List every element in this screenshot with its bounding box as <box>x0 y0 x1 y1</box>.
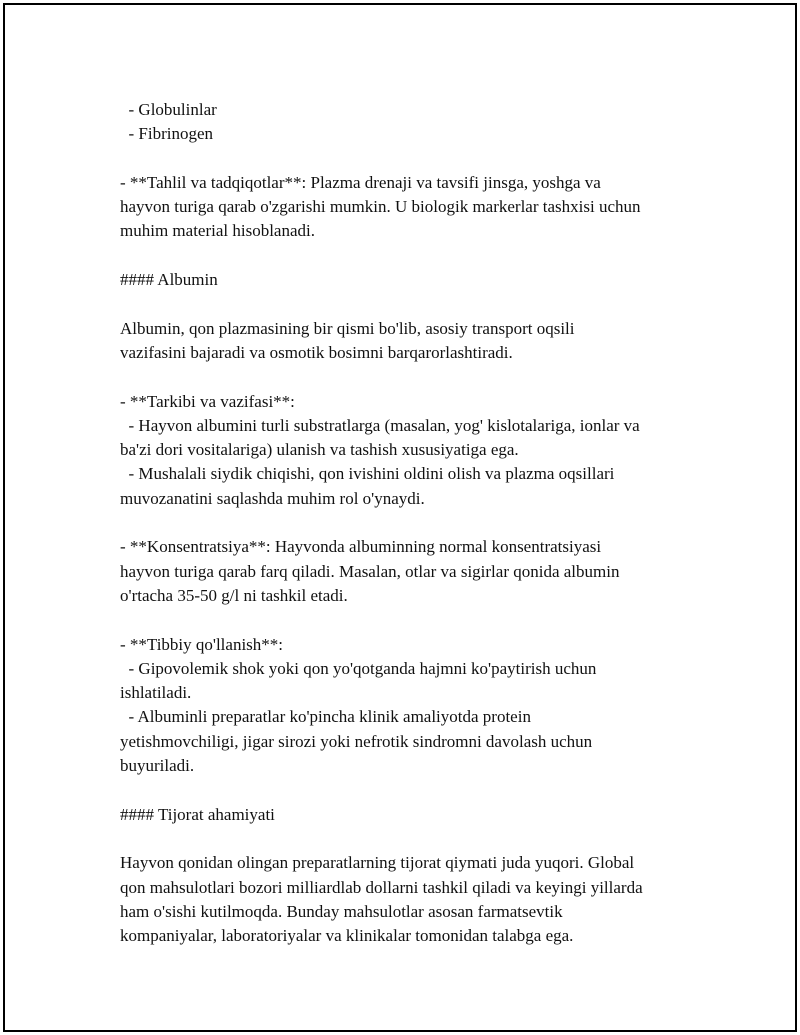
section-heading: #### Albumin <box>120 270 218 290</box>
blank-line <box>120 365 720 389</box>
blank-line <box>120 778 720 802</box>
text-line: Albumin, qon plazmasining bir qismi bo'lib, asosiy transport oqsili <box>120 318 575 338</box>
blank-line <box>120 292 720 316</box>
blank-line <box>120 147 720 171</box>
text-line: vazifasini bajaradi va osmotik bosimni barqarorlashtiradi. <box>120 342 513 362</box>
text-line: muhim material hisoblanadi. <box>120 221 315 241</box>
text-line: ishlatiladi. <box>120 683 192 703</box>
text-line: ham o'sishi kutilmoqda. Bunday mahsulotlar asosan farmatsevtik <box>120 901 563 921</box>
text-line: - **Tarkibi va vazifasi**: <box>120 391 295 411</box>
text-line: muvozanatini saqlashda muhim rol o'ynaydi. <box>120 488 425 508</box>
section-heading: #### Tijorat ahamiyati <box>120 804 275 824</box>
text-line: Hayvon qonidan olingan preparatlarning tijorat qiymati juda yuqori. Global <box>120 853 635 873</box>
text-line: - Hayvon albumini turli substratlarga (masalan, yog' kislotalariga, ionlar va <box>120 415 640 435</box>
page-frame <box>3 3 797 1032</box>
text-line: - **Tibbiy qo'llanish**: <box>120 634 284 654</box>
text-line: buyuriladi. <box>120 756 195 776</box>
text-line: qon mahsulotlari bozori milliardlab dollarni tashkil qiladi va keyingi yillarda <box>120 877 643 897</box>
blank-line <box>120 608 720 632</box>
text-line: - Albuminli preparatlar ko'pincha klinik amaliyotda protein <box>120 707 531 727</box>
text-line: - **Tahlil va tadqiqotlar**: Plazma drenaji va tavsifi jinsga, yoshga va <box>120 172 601 192</box>
blank-line <box>120 511 720 535</box>
text-line: - Globulinlar <box>120 100 217 119</box>
text-line: - Mushalali siydik chiqishi, qon ivishini oldini olish va plazma oqsillari <box>120 464 615 484</box>
text-line: - Fibrinogen <box>120 124 214 144</box>
text-line: ba'zi dori vositalariga) ulanish va tashish xususiyatiga ega. <box>120 440 519 460</box>
blank-line <box>120 827 720 851</box>
document-body <box>120 98 720 948</box>
text-line: o'rtacha 35-50 g/l ni tashkil etadi. <box>120 585 348 605</box>
blank-line <box>120 244 720 268</box>
text-line: yetishmovchiligi, jigar sirozi yoki nefrotik sindromni davolash uchun <box>120 731 593 751</box>
text-line: hayvon turiga qarab farq qiladi. Masalan, otlar va sigirlar qonida albumin <box>120 561 620 581</box>
text-line: - Gipovolemik shok yoki qon yo'qotganda hajmni ko'paytirish uchun <box>120 658 597 678</box>
text-line: kompaniyalar, laboratoriyalar va klinikalar tomonidan talabga ega. <box>120 926 574 946</box>
text-line: - **Konsentratsiya**: Hayvonda albuminning normal konsentratsiyasi <box>120 537 602 557</box>
text-line: hayvon turiga qarab o'zgarishi mumkin. U biologik markerlar tashxisi uchun <box>120 197 641 217</box>
